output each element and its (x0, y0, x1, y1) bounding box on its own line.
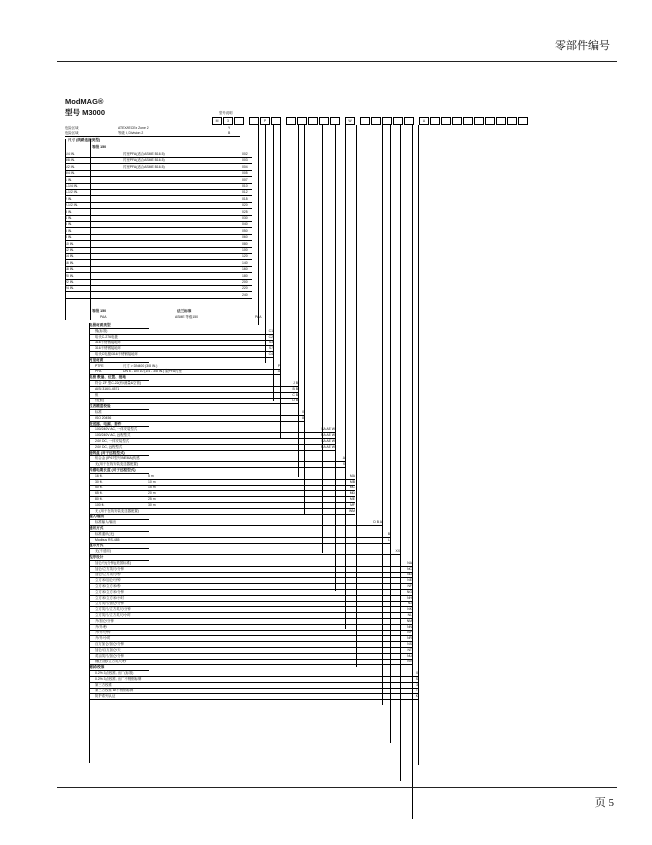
option-text-2: 30 m (148, 502, 156, 507)
option-text: 加仑/立方英尺/分钟 (95, 566, 125, 571)
code-box (319, 117, 329, 125)
option-text: 316不锈钢接地环 (95, 346, 122, 351)
section-title: 通讯方式 (89, 526, 104, 530)
size-row-rule (65, 253, 252, 254)
section-title: 程序设计 (89, 555, 104, 559)
code-box (286, 117, 296, 125)
code-box (234, 117, 244, 125)
section-title: 接线盒 (对于远程型式) (89, 450, 125, 455)
option-text: 无(不适用) (95, 549, 111, 554)
option-code: RA AE W (321, 444, 335, 449)
flange-code-left: PAA (100, 315, 107, 319)
code-box (393, 117, 403, 125)
code-caption: 型号说明 (219, 111, 233, 115)
option-code: SA AE W (321, 427, 335, 432)
size-label: 6 IN. (65, 228, 73, 233)
option-code: SA AE W (321, 439, 335, 443)
section-title: 衬里材质 (89, 357, 104, 362)
option-text: 加仑/分(分钟)(美国标准) (95, 560, 131, 565)
option-text: 100 ft. (95, 502, 105, 507)
option-row-rule (89, 699, 418, 700)
size-code: 220 (242, 286, 248, 291)
option-text: 30 ft. (95, 479, 103, 484)
size-row-rule (65, 259, 252, 260)
size-row-rule (65, 234, 252, 235)
size-desc: 衬里PFA(适合ASME B16.5) (123, 152, 165, 156)
model-label: 型号 M3000 (65, 108, 106, 117)
option-text: 升/升/小时 (95, 636, 111, 641)
option-code: NG (406, 589, 412, 594)
option-code: NM (406, 618, 412, 623)
code-box (430, 117, 440, 125)
code-box (463, 117, 473, 125)
ladder-line (304, 125, 305, 515)
size-row-rule (65, 215, 252, 216)
option-code: NS (407, 642, 412, 646)
option-row-rule (89, 525, 382, 526)
option-row-rule (89, 490, 355, 491)
size-code: 100 (242, 248, 248, 252)
code-box (474, 117, 484, 125)
size-label: 24 IN. (65, 286, 75, 291)
size-code: 050 (242, 228, 248, 233)
option-row-rule (89, 664, 412, 665)
size-code: 004 (242, 164, 248, 169)
option-row-rule (89, 595, 412, 596)
size-label: 10 IN. (65, 241, 75, 246)
option-row-rule (89, 682, 418, 683)
footer-rule (57, 787, 617, 788)
sections-left-rule (89, 323, 90, 763)
option-row-rule (89, 369, 280, 370)
size-row-rule (65, 170, 252, 171)
code-box (441, 117, 451, 125)
hazard-code: B (228, 131, 231, 135)
ladder-line (322, 125, 323, 553)
sizes-subtitle: 等级 150 (92, 145, 107, 149)
option-text: 铝合金 (IP67型号/NEMA)传感 (95, 456, 140, 461)
header-rule (57, 61, 617, 62)
option-text: 钛(镀) (95, 398, 105, 403)
hazard-label: 危险区域 (65, 131, 79, 135)
option-code: MC (349, 485, 355, 490)
brand-name: ModMAG® (65, 97, 104, 106)
size-label: 1-1/2 IN. (65, 190, 79, 195)
option-text-2: 20 m (148, 491, 156, 496)
sizes-title: 尺寸 (线路连接类型) (68, 138, 101, 142)
section-title: 测试/校准 (89, 665, 105, 670)
size-code: 140 (242, 260, 248, 265)
option-text: 0.2% 3点校准, 出厂不锈钢标牌 (95, 676, 142, 681)
option-text: 标准输入/输出 (95, 520, 117, 525)
ladder-line (412, 125, 413, 819)
flange-code: PAA (255, 315, 262, 319)
option-text: 无 (用于在线安装变送器配置) (95, 508, 139, 513)
option-code: NF (407, 584, 412, 588)
option-code: NH (407, 595, 412, 600)
option-row-rule (89, 392, 298, 393)
option-row-rule (89, 566, 412, 567)
option-text: ISO 20456 (95, 415, 112, 420)
size-label: 1 IN. (65, 177, 73, 182)
option-text-2: 25 m (148, 497, 156, 501)
code-box: M (212, 117, 222, 125)
size-label: 20 IN. (65, 273, 75, 278)
option-text: 立方米/加仑/分钟 (95, 578, 121, 583)
option-code: 0 (416, 671, 418, 675)
size-code: 200 (242, 280, 248, 284)
option-code: D B (292, 398, 298, 403)
option-code: C4 (268, 352, 273, 356)
option-code: X (342, 462, 345, 467)
size-code: 015 (242, 196, 248, 201)
size-code: 180 (242, 273, 248, 278)
size-code: 007 (242, 177, 248, 182)
row-rule (65, 136, 240, 137)
hazard-desc: ATEX/IECEx Zone 2 (118, 126, 149, 130)
option-row-rule (89, 647, 412, 648)
option-code: C1 (268, 328, 273, 333)
size-row-rule (65, 247, 252, 248)
size-row-rule (65, 227, 252, 228)
ladder-line (298, 125, 299, 477)
option-code: 3 (416, 682, 418, 687)
option-code: NE (407, 578, 412, 583)
page-header-title: 零部件编号 (555, 40, 610, 52)
option-text: 立方米/立方米/秒 (95, 584, 121, 588)
option-text: 0.2% 3点校准, 出厂(标准) (95, 671, 134, 675)
option-text: 百万加仑/加仑/分钟 (95, 642, 125, 646)
size-code: 002 (242, 152, 248, 156)
code-box (249, 117, 259, 125)
option-text-2: 尺寸 > DN400 (3/8 IN.) (123, 363, 158, 368)
option-code: NJ (407, 601, 412, 606)
option-row-rule (89, 479, 355, 480)
size-code: 160 (242, 267, 248, 272)
option-text: 哈氏C-276电极 (95, 334, 118, 339)
option-code: RA AE W (321, 433, 335, 438)
code-box (371, 117, 381, 125)
section-title: 变送器、电源、套件 (89, 421, 122, 426)
option-text: 立方英尺/加仑/分钟 (95, 601, 125, 606)
option-code: NV (407, 659, 412, 664)
option-text-2: 15 m (148, 485, 156, 490)
code-box (404, 117, 414, 125)
code-box: 3 (223, 117, 233, 125)
option-text: 65 ft. (95, 491, 103, 496)
size-row-rule (65, 189, 252, 190)
option-row-rule (89, 606, 412, 607)
option-text: 防护系列认证 (95, 694, 116, 699)
option-text: 100/240V AC, 一体安装型式 (95, 427, 138, 432)
code-box (308, 117, 318, 125)
option-code: S7 (268, 346, 273, 351)
code-box (496, 117, 506, 125)
option-text-2: DN 6 - DN 10 (1/4 - 3/8 IN.) 限PFA衬里 (123, 369, 182, 374)
model-code-boxes (212, 117, 528, 125)
size-code: 010 (242, 184, 248, 188)
option-text: 桶(石油)/立方英尺/秒 (95, 659, 127, 664)
ladder-line (342, 125, 346, 629)
flange-std-title: 法兰标准 (177, 309, 192, 313)
size-code: 012 (242, 190, 248, 195)
option-text: 100/240V AC, 远程型式 (95, 433, 131, 438)
ladder-line (265, 125, 266, 363)
option-code: NP (407, 630, 412, 635)
option-code: MF (350, 502, 355, 507)
option-code: NL (407, 613, 412, 617)
option-code: NA (407, 560, 412, 565)
code-box (330, 117, 340, 125)
option-code: NR (407, 636, 412, 641)
option-text: 立方英尺/立方英尺/分钟 (95, 607, 131, 612)
ladder-line (273, 125, 274, 401)
option-text: 24V DC, 远程型式 (95, 444, 123, 449)
option-text: 镍(标准) (95, 328, 108, 333)
option-row-rule (89, 357, 273, 358)
size-label: 12 IN. (65, 248, 75, 252)
option-text: 立方英尺/立方英尺/小时 (95, 613, 131, 617)
size-row-rule (65, 272, 252, 273)
code-box (297, 117, 307, 125)
option-text: 升/升/分钟 (95, 630, 111, 635)
option-row-rule (89, 583, 412, 584)
code-box (518, 117, 528, 125)
size-label: 4 IN. (65, 216, 73, 220)
option-row-rule (89, 403, 298, 404)
size-label: 18 IN. (65, 267, 75, 272)
size-label: 2-1/2 IN. (65, 203, 79, 208)
option-code: ME (349, 497, 355, 501)
size-row-rule (65, 183, 252, 184)
section-title: 电极 数量、位置、接地 (89, 375, 126, 380)
option-row-rule (89, 688, 418, 689)
size-row-rule (65, 291, 252, 292)
ladder-line (382, 125, 383, 705)
option-code: K (415, 694, 418, 699)
option-code: NC (407, 566, 412, 571)
size-code: 005 (242, 171, 248, 176)
option-code: NU (407, 653, 412, 658)
option-text: 24V DC, 一体安装型式 (95, 439, 130, 443)
option-code: NK (407, 607, 412, 612)
option-code: MD (349, 491, 355, 496)
size-row-rule (65, 279, 252, 280)
size-code: 060 (242, 235, 248, 240)
size-code: 020 (242, 203, 248, 208)
option-code: D B A (373, 520, 382, 525)
size-row-rule (65, 298, 252, 299)
size-row-rule (65, 240, 252, 241)
option-row-rule (89, 624, 412, 625)
code-box (485, 117, 495, 125)
option-row-rule (89, 653, 412, 654)
option-code: NT (407, 647, 412, 652)
code-box (360, 117, 370, 125)
option-text: 316不锈钢接地环 (95, 340, 122, 345)
option-row-rule (89, 386, 298, 387)
section-title: 显示方式 (89, 543, 104, 548)
option-code: A (277, 369, 280, 374)
option-text: 第三方校准 (95, 682, 112, 687)
code-box: P (260, 117, 270, 125)
option-code: XX (395, 549, 400, 554)
size-label: 3/4 IN. (65, 171, 75, 176)
option-row-rule (89, 641, 412, 642)
hazard-label: 危险区域 (65, 126, 79, 130)
page-number: 页 5 (594, 797, 614, 809)
option-row-rule (89, 635, 412, 636)
ladder-line (277, 125, 281, 439)
option-text: 升/加仑/分钟 (95, 618, 114, 623)
size-label: 1-1/4 IN. (65, 184, 79, 188)
option-row-rule (89, 502, 355, 503)
ladder-line (415, 125, 419, 765)
option-row-rule (89, 398, 298, 399)
option-code: L (388, 537, 390, 542)
option-text: 16 ft. (95, 473, 103, 478)
option-row-rule (89, 612, 412, 613)
size-row-rule (65, 285, 252, 286)
section-title: 电极材质类型 (89, 323, 111, 327)
size-row-rule (65, 208, 252, 209)
option-text: 钽 (95, 392, 99, 397)
option-text: AISI 316/1.4571 (95, 386, 120, 391)
option-code: 8 (302, 415, 304, 420)
ladder-line (335, 125, 336, 591)
code-box (271, 117, 281, 125)
size-label: 1/2 IN. (65, 164, 75, 169)
size-label: 1/4 IN. (65, 152, 75, 156)
size-label: 8 IN. (65, 235, 73, 240)
option-code: T (415, 688, 418, 693)
option-row-rule (89, 514, 355, 515)
option-code: A (342, 456, 345, 461)
code-box: W (345, 117, 355, 125)
size-code: 030 (242, 216, 248, 220)
ladder-line (356, 125, 357, 667)
option-text: PFA (95, 369, 102, 374)
size-label: 5 IN. (65, 222, 73, 227)
code-box (382, 117, 392, 125)
size-code: 120 (242, 254, 248, 259)
size-label: 3 IN. (65, 209, 73, 214)
option-code: P (277, 363, 280, 368)
option-text-2: 5 m (148, 473, 154, 478)
option-text: 加仑/立方英尺/秒 (95, 572, 121, 577)
size-label: 2 IN. (65, 196, 73, 201)
option-text: 标准通讯(无) (95, 531, 115, 536)
option-row-rule (89, 589, 412, 590)
size-label: 22 IN. (65, 280, 75, 284)
size-label: 14 IN. (65, 254, 75, 259)
size-row-rule (65, 266, 252, 267)
option-row-rule (89, 630, 412, 631)
option-row-rule (89, 659, 412, 660)
code-box (452, 117, 462, 125)
option-code: 0 (302, 410, 304, 414)
code-box (507, 117, 517, 125)
option-text: PTFE (95, 363, 104, 368)
size-desc: 衬里PFA(适合ASME B16.5) (123, 158, 165, 163)
size-desc: 衬里PFA(适合ASME B16.5) (123, 164, 165, 169)
flange-class: 等级 150 (92, 309, 107, 313)
option-code: MB (349, 479, 355, 484)
option-row-rule (89, 415, 304, 416)
option-text: 80 ft. (95, 497, 103, 501)
ladder-line (400, 125, 401, 781)
size-code: 003 (242, 158, 248, 163)
option-row-rule (89, 485, 355, 486)
size-code: 025 (242, 209, 248, 214)
ladder-line (387, 125, 391, 743)
option-code: B (387, 531, 390, 536)
option-code: S3 (268, 340, 273, 345)
option-row-rule (89, 618, 412, 619)
size-row-rule (65, 195, 252, 196)
section-title: 传感电缆长度 (对于远程型式) (89, 468, 136, 472)
option-text: 立方米/立方米/小时 (95, 595, 125, 600)
option-text: 50 ft. (95, 485, 103, 490)
option-code: J B (293, 381, 298, 385)
option-text-2: 10 m (148, 479, 156, 484)
size-code: 040 (242, 222, 248, 227)
flange-std: ASME 等级150 (175, 315, 198, 319)
option-text: 第三方校准 w/不锈钢标牌 (95, 688, 134, 693)
size-row-rule (65, 202, 252, 203)
option-code: S (415, 676, 418, 681)
size-code: 080 (242, 241, 248, 246)
size-row-rule (65, 176, 252, 177)
option-code: MA (349, 473, 355, 478)
option-text: 加仑/百万加仑/天 (95, 647, 121, 652)
section-title: 输入/输出 (89, 514, 105, 519)
size-code: 240 (242, 292, 248, 297)
option-text: 标准 (95, 410, 102, 414)
option-code: WM (348, 508, 355, 513)
option-text: 英亩英尺/加仑/分钟 (95, 653, 125, 658)
option-text: Modbus RS-485 (95, 537, 120, 542)
option-text: 立方米/立方米/分钟 (95, 589, 125, 594)
hazard-desc: 等级 I, Division 2 (118, 131, 144, 135)
option-row-rule (89, 572, 412, 573)
size-block-divider (90, 139, 91, 320)
option-row-rule (89, 693, 418, 694)
size-row-rule (65, 221, 252, 222)
section-title: 仪表精度校验 (89, 404, 111, 409)
size-label: 16 IN. (65, 260, 75, 265)
option-code: C2 (268, 334, 273, 339)
option-code: NN (407, 624, 412, 629)
option-row-rule (89, 496, 355, 497)
option-text: 哈氏C电极/316不锈钢接地环 (95, 352, 138, 356)
option-code: C B (292, 392, 298, 397)
code-box: A (419, 117, 429, 125)
option-row-rule (89, 577, 412, 578)
option-text: 无(用于在线安装变送器配置) (95, 462, 138, 467)
hazard-code: Y (228, 126, 231, 130)
ladder-line (258, 125, 259, 325)
option-code: B B (292, 386, 298, 391)
option-row-rule (89, 554, 400, 555)
option-text: 升/升/秒 (95, 624, 108, 629)
size-label: 3/8 IN. (65, 158, 75, 163)
option-code: ND (407, 572, 412, 577)
option-row-rule (89, 601, 412, 602)
option-text: 符合 ZF 型C-22(有/测量&空管) (95, 381, 141, 385)
